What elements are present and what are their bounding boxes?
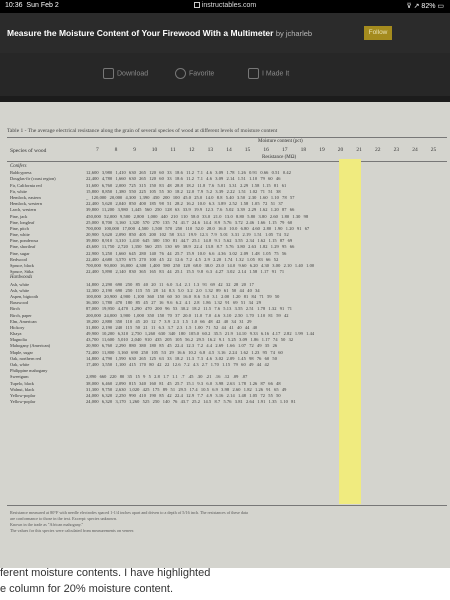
resistance-values: 31,800 2,190 240 115 50 21 11 6.3 3.7 2.3 1.5 1.00 71 52 44 41 40 44 40 bbox=[86, 324, 258, 330]
resistance-values: 200,000 24,000 3,900 1,000 350 150 70 37 20.0 11.0 7.0 4.6 3.10 2.50 1.70 1.10 81 59 42 bbox=[86, 312, 289, 318]
heart-icon bbox=[175, 68, 186, 79]
resistance-values: 39,800 8,910 3,310 1,410 645 300 150 81 44.7 25.1 14.8 9.1 5.62 3.55 2.34 1.62 1.15 87 69 bbox=[86, 238, 293, 244]
resistance-header: Resistance (MΩ) bbox=[262, 155, 297, 160]
moisture-column-header: 14 bbox=[226, 147, 232, 153]
body-text-line: e column for 20% moisture content. bbox=[0, 583, 174, 595]
moisture-column-header: 19 bbox=[319, 147, 325, 153]
moisture-column-header: 9 bbox=[133, 147, 136, 153]
species-name: Pine, pitch bbox=[10, 225, 29, 231]
footnote: Known in the trade as "African mahogany." bbox=[10, 522, 84, 527]
article-title: Measure the Moisture Content of Your Firewood With a Multimeter by jcharleb bbox=[7, 28, 313, 38]
resistance-values: 22,400 5,890 2,140 830 365 165 83 44 25.1 15.5 9.8 6.3 4.27 3.02 2.14 1.58 1.17 91 71 bbox=[86, 269, 285, 275]
species-name: Hardwoods bbox=[10, 275, 33, 281]
table-photo bbox=[0, 102, 450, 568]
species-name: Larch, western bbox=[10, 207, 37, 213]
article-text bbox=[0, 568, 450, 600]
moisture-column-header: 17 bbox=[282, 147, 288, 153]
species-header: Species of wood bbox=[10, 148, 47, 154]
moisture-column-header: 8 bbox=[114, 147, 118, 153]
resistance-values: 450,000 52,000 9,500 2,800 1,000 440 210 110 58.0 33.0 21.0 13.0 8.80 5.80 3.80 2.60 1.80 1.30 98 bbox=[86, 213, 309, 219]
status-bar bbox=[0, 0, 450, 13]
resistance-values: 12,300 2,190 690 250 115 55 28 14 8.3 5.0 3.2 2.0 1.32 89 61 50 44 40 34 bbox=[86, 287, 260, 293]
moisture-column-header: 10 bbox=[151, 147, 158, 153]
species-name: Pine, white bbox=[10, 232, 30, 238]
species-name: Spruce, black bbox=[10, 263, 34, 268]
species-name: Fir, California red bbox=[10, 182, 42, 188]
species-name: Philippine mahogany bbox=[10, 368, 48, 374]
species-name: Khaya bbox=[10, 331, 22, 337]
resistance-values: 22,400 4,780 1,660 630 265 120 60 33 18.6 11.2 7.1 4.6 3.09 2.14 1.51 1.10 79 60 46 bbox=[86, 176, 281, 182]
footnote: are conformance to those in the text. Excerpt: species unknown. bbox=[10, 516, 118, 521]
table-caption: Table 1 - The average electrical resistance along the grain of several species of wood at different levels of moisture content bbox=[7, 128, 278, 134]
moisture-column-header: 22 bbox=[375, 147, 381, 153]
species-name: Basswood bbox=[10, 300, 29, 306]
moisture-column-header: 11 bbox=[170, 147, 176, 153]
moisture-columns bbox=[0, 147, 450, 155]
battery-indicator: ⊽ ↗ 82% ▭ bbox=[406, 3, 444, 10]
resistance-values: 700,000 100,000 17,000 4,500 1,500 570 250 110 52.0 28.0 16.0 10.0 6.80 4.60 2.80 1.90 1.20 91 67 bbox=[86, 225, 310, 231]
table-rule bbox=[7, 137, 447, 138]
species-name: Oak, northern red bbox=[10, 355, 42, 361]
resistance-values: 43,700 11,600 5,010 2,040 910 435 205 105 56.2 29.5 16.2 9.1 5.25 3.09 1.86 1.17 74 50 32 bbox=[86, 337, 294, 343]
footnote: The values for this species were calculated from measurements on veneer. bbox=[10, 528, 135, 533]
url-label[interactable]: instructables.com bbox=[0, 2, 450, 9]
moisture-column-header: 20 bbox=[337, 147, 344, 153]
species-name: Maple, sugar bbox=[10, 349, 33, 355]
species-name: Hickory bbox=[10, 324, 25, 330]
footnotes bbox=[10, 510, 248, 534]
status-time-date: 10:36 Sun Feb 2 bbox=[5, 2, 59, 9]
species-name: Yellow-poplar bbox=[10, 392, 36, 398]
moisture-column-header: 7 bbox=[96, 147, 99, 153]
moisture-header: Moisture content (pct) bbox=[258, 139, 303, 144]
species-name: Fir, white bbox=[10, 188, 27, 194]
resistance-values: 17,400 3,550 1,100 415 170 80 42 22 12.6 7.2 4.3 2.7 1.70 1.15 79 60 49 44 42 bbox=[86, 362, 270, 367]
resistance-values: 87,000 19,950 4,470 1,290 470 200 96 53 30.2 18.2 11.5 7.6 5.13 3.55 2.51 1.78 1.32 91 71 bbox=[86, 306, 293, 312]
resistance-values: 15,800 8,850 1,380 550 225 105 55 30 18.2 12.0 7.9 5.2 3.39 2.22 1.51 1.02 71 51 38 bbox=[86, 188, 281, 194]
species-name: Douglas-fir (coast region) bbox=[10, 176, 56, 182]
lock-icon bbox=[194, 2, 200, 8]
moisture-column-header: 12 bbox=[189, 147, 195, 153]
resistance-values: 43,600 11,750 2,720 1,350 560 255 130 69 38.9 22.4 13.8 8.7 5.76 3.80 2.63 1.82 1.29 95 66 bbox=[86, 244, 295, 250]
resistance-values: 24,000 6,320 3,170 1,260 525 250 140 76 43.7 25.2 14.5 8.7 5.76 3.81 2.64 1.91 1.35 1.10 81 bbox=[86, 399, 296, 405]
species-name: Pine, longleaf bbox=[10, 219, 35, 225]
species-name: Aspen, bigtooth bbox=[10, 293, 39, 299]
resistance-values: 20,900 5,620 2,090 850 405 200 102 58 33.1 19.9 12.3 7.9 5.01 3.31 2.19 1.51 1.05 74 52 bbox=[86, 232, 289, 238]
resistance-values: _ 120,000 20,000 4,300 1,390 450 200 100 45.0 25.0 14.0 8.8 5.40 3.50 2.30 1.60 1.10 78 57 bbox=[86, 194, 295, 200]
species-name: Ash, white bbox=[10, 287, 30, 293]
resistance-values: 14,800 2,290 690 250 85 40 20 11 6.0 3.4 2.1 1.3 91 69 42 32 28 20 17 bbox=[86, 281, 254, 287]
species-name: Hemlock, western bbox=[10, 201, 42, 207]
resistance-values: 20,900 6,760 2,290 880 380 180 85 45 22.4 12.3 7.2 4.4 2.69 1.66 1.07 72 49 35 26 bbox=[86, 343, 278, 349]
resistance-values: 700,000 90,000 16,000 4,300 1,400 580 250 120 68.0 38.0 23.0 14.0 9.60 6.20 4.30 3.00 2.10 1.40 1.00 bbox=[86, 263, 315, 268]
resistance-values: 22,900 5,250 1,660 645 280 140 76 44 25.7 15.9 10.0 6.6 4.36 3.02 2.09 1.48 1.05 75 56 bbox=[86, 250, 287, 256]
species-name: Pine, shortleaf bbox=[10, 244, 36, 250]
resistance-values: 38,000 6,460 2,090 815 340 160 81 45 25.7 15.1 9.3 6.0 3.98 2.63 1.78 1.26 87 66 48 bbox=[86, 380, 281, 386]
moisture-column-header: 24 bbox=[412, 147, 418, 153]
article-header bbox=[0, 13, 450, 53]
resistance-values: 18,200 2,880 350 110 45 20 12 7 3.9 2.3 1.5 1.0 66 48 42 40 34 31 29 bbox=[86, 318, 252, 324]
species-name: Conifers bbox=[10, 164, 27, 169]
moisture-column-header: 25 bbox=[430, 147, 437, 153]
author-link[interactable]: by jcharleb bbox=[275, 29, 313, 38]
resistance-values: 72,400 11,800 3,160 690 250 105 53 29 16.6 10.2 6.8 4.5 3.16 2.24 1.62 1.23 95 74 60 bbox=[86, 349, 283, 355]
moisture-column-header: 15 bbox=[244, 147, 251, 153]
table-rule bbox=[7, 505, 447, 506]
species-name: Walnut, black bbox=[10, 386, 35, 392]
table-row bbox=[0, 399, 450, 405]
resistance-values: 31,600 6,760 2,000 725 315 150 83 48 28.8 18.2 11.8 7.6 5.01 3.31 2.29 1.58 1.15 81 61 bbox=[86, 182, 287, 188]
moisture-column-header: 21 bbox=[356, 147, 362, 153]
species-name: Magnolia bbox=[10, 337, 27, 343]
resistance-values: 100,000 20,900 4,900 1,100 360 150 60 30 16.0 8.6 5.0 3.1 2.00 1.20 81 84 71 59 50 bbox=[86, 293, 280, 299]
species-name: Pine, ponderosa bbox=[10, 238, 39, 244]
species-name: Mahogany (American) bbox=[10, 343, 51, 349]
moisture-column-header: 23 bbox=[393, 147, 400, 153]
camera-icon bbox=[248, 68, 259, 79]
resistance-values: 31,300 9,750 2,630 1,020 425 175 89 51 29.5 17.4 10.5 6.9 3.98 2.60 1.82 1.26 91 65 49 bbox=[86, 386, 287, 392]
resistance-values: 39,800 11,200 3,980 1,445 560 250 128 63 33.9 19.9 12.3 7.6 5.02 3.39 2.29 1.62 1.20 87 66 bbox=[86, 207, 295, 213]
species-name: Elm, American bbox=[10, 318, 37, 324]
moisture-column-header: 13 bbox=[207, 147, 214, 153]
resistance-values: 49,900 10,200 6,310 2,750 1,260 630 340 180 105.0 60.2 35.5 21.9 14.10 9.33 6.16 4.17 2.82 1.99 1.44 bbox=[86, 331, 315, 337]
resistance-values: 14,800 4,790 1,590 630 265 125 63 33 18.2 11.3 7.3 4.6 3.02 2.09 1.45 98 76 60 50 bbox=[86, 355, 278, 361]
resistance-values: 2,890 660 220 80 35 15 9 5 2.8 1.7 1.1 .7 .45 .30 .21 .16 .12 .09 .07 bbox=[86, 374, 248, 380]
species-name: Birch bbox=[10, 306, 20, 312]
resistance-values: 22,400 5,620 2,040 850 400 185 98 51 28.2 16.2 10.0 6.3 3.89 2.52 1.58 1.05 72 51 37 bbox=[86, 201, 283, 207]
follow-button[interactable]: Follow bbox=[364, 26, 392, 40]
moisture-column-header: 18 bbox=[300, 147, 307, 153]
made-it-button[interactable]: I Made It bbox=[248, 68, 289, 79]
download-icon bbox=[103, 68, 114, 79]
resistance-values: 25,000 8,700 3,160 1,320 570 270 135 74 41.7 24.6 14.4 8.9 5.76 3.72 2.46 1.66 1.15 79 60 bbox=[86, 219, 293, 225]
resistance-values: 36,300 1,780 470 180 85 45 27 16 9.6 6.2 4.1 2.8 1.86 1.32 91 69 51 34 29 bbox=[86, 300, 262, 306]
species-name: Redwood bbox=[10, 256, 27, 262]
species-name: Pine, jack bbox=[10, 213, 28, 219]
footnote: Resistance measured at 80°F with needle electrodes spaced 1-1/4 inches apart and driven to a depth of 5/16 inch. The resistances of these data bbox=[10, 510, 248, 515]
favorite-button[interactable]: Favorite bbox=[175, 68, 214, 79]
species-name: Sweetgum bbox=[10, 374, 29, 380]
table-body bbox=[0, 164, 450, 405]
species-name: Spruce, Sitka bbox=[10, 269, 34, 275]
species-name: Baldcypress bbox=[10, 170, 32, 176]
species-name: Ash, white bbox=[10, 281, 30, 287]
species-name: Pine, sugar bbox=[10, 250, 30, 256]
download-button[interactable]: Download bbox=[103, 68, 148, 79]
resistance-values: 24,000 6,320 2,250 990 410 190 85 42 22.4 12.9 7.7 4.9 3.16 2.14 1.48 1.05 72 55 50 bbox=[86, 392, 281, 398]
body-text-line: ferent moisture contents. I have highlighted bbox=[0, 567, 211, 579]
article-toolbar bbox=[0, 53, 450, 96]
resistance-values: 22,400 4,680 3,570 675 270 100 45 22 12.6 7.2 4.5 2.9 2.20 1.74 1.32 1.05 83 66 52 bbox=[86, 256, 279, 262]
species-name: Tupelo, black bbox=[10, 380, 34, 386]
table-rule bbox=[7, 161, 447, 162]
species-name: Oak, white bbox=[10, 362, 30, 367]
resistance-values: 12,600 3,980 1,410 630 265 120 60 33 18.6 11.2 7.1 4.6 3.09 1.78 1.26 0.91 0.66 0.51 0.42 bbox=[86, 170, 291, 176]
species-name: Birch, paper bbox=[10, 312, 32, 318]
moisture-column-header: 16 bbox=[263, 147, 269, 153]
species-name: Yellow-poplar bbox=[10, 399, 36, 405]
species-name: Hemlock, eastern bbox=[10, 194, 41, 200]
